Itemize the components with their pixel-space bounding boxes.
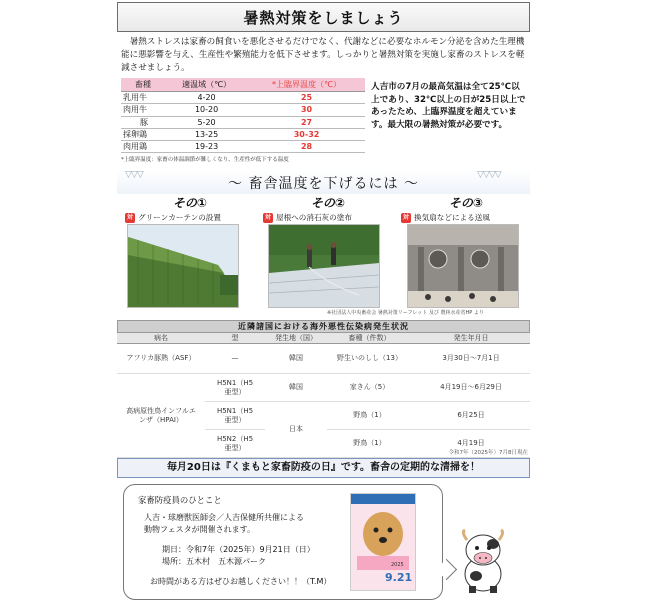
photo-credit: ※社団法人中央畜産会 暑熱対策リーフレット 及び 農林水産省HP より bbox=[327, 310, 484, 316]
header-range: 適温域（℃） bbox=[165, 78, 248, 92]
method-badge-icon: 対 bbox=[126, 213, 133, 221]
animal-cell: 乳用牛 bbox=[121, 92, 165, 104]
disease-table-header bbox=[117, 333, 530, 344]
table-row bbox=[121, 128, 365, 140]
page-title: 暑熱対策をしましょう bbox=[117, 2, 530, 32]
method-3 bbox=[401, 194, 531, 223]
table-row bbox=[117, 374, 530, 402]
disease-country: 韓国 bbox=[265, 374, 327, 402]
event-details bbox=[162, 544, 315, 568]
prevention-day-banner: 毎月20日は『くまもと家畜防疫の日』です。畜舎の定期的な清掃を！ bbox=[117, 458, 530, 478]
poster-date: 9.21 bbox=[385, 571, 413, 584]
disease-date: 4月19日～6月29日 bbox=[412, 374, 530, 402]
method-number: その③ bbox=[448, 196, 484, 210]
method-label: 屋根への消石灰の塗布 bbox=[276, 213, 352, 222]
disease-species: 家きん（5） bbox=[327, 374, 412, 402]
disease-title: 近隣諸国における海外悪性伝染病発生状況 bbox=[117, 320, 530, 333]
header-animal: 畜種 bbox=[121, 78, 165, 92]
disease-name: 高病原性鳥インフルエンザ（HPAI） bbox=[117, 374, 205, 458]
bubble-title: 家畜防疫員のひとこと bbox=[138, 495, 222, 505]
disease-type: H5N1（H5亜型） bbox=[205, 374, 265, 402]
header-species: 畜種（件数） bbox=[327, 333, 412, 344]
roof-lime-photo bbox=[268, 224, 380, 308]
disease-species: 野鳥（1） bbox=[327, 402, 412, 430]
bubble-closing: お時間がある方はぜひお越しください！！（T.M） bbox=[150, 577, 332, 586]
range-cell: 19-23 bbox=[165, 141, 248, 153]
header-type: 型 bbox=[205, 333, 265, 344]
table-row bbox=[121, 92, 365, 104]
limit-cell: 30-32 bbox=[248, 128, 365, 140]
animal-cell: 肉用鶏 bbox=[121, 141, 165, 153]
method-label-row bbox=[125, 212, 255, 223]
bubble-line: 人吉・球磨獣医師会／人吉保健所共催による bbox=[144, 513, 304, 522]
poster-year: 2025 bbox=[391, 562, 404, 568]
method-label: 換気扇などによる送風 bbox=[414, 213, 490, 222]
table-row bbox=[117, 344, 530, 374]
limit-cell: 30 bbox=[248, 104, 365, 116]
icicle-decoration-left: ▽▽▽ bbox=[125, 170, 143, 180]
method-1 bbox=[125, 194, 255, 223]
limit-cell: 28 bbox=[248, 141, 365, 153]
icicle-decoration-right: ▽▽▽▽ bbox=[477, 170, 501, 180]
temperature-note: *上臨界温度：家畜の体温調節が難しくなり、生産性が低下する温度 bbox=[121, 157, 289, 163]
limit-cell: 25 bbox=[248, 92, 365, 104]
range-cell: 4-20 bbox=[165, 92, 248, 104]
section-heading bbox=[117, 170, 530, 194]
limit-cell: 27 bbox=[248, 116, 365, 128]
newsletter-page bbox=[117, 2, 530, 600]
disease-species: 野鳥（1） bbox=[327, 430, 412, 458]
disease-date: 4月19日 bbox=[412, 430, 530, 458]
disease-country: 日本 bbox=[265, 402, 327, 458]
ventilation-fan-photo bbox=[407, 224, 519, 308]
animal-cell: 肉用牛 bbox=[121, 104, 165, 116]
bubble-body bbox=[144, 512, 304, 536]
disease-date: 3月30日～7月1日 bbox=[412, 344, 530, 374]
disease-type: H5N2（H5亜型） bbox=[205, 430, 265, 458]
intro-paragraph: 暑熱ストレスは家畜の飼食いを悪化させるだけでなく、代謝などに必要なホルモン分泌を含めた生理機能に悪影響を与え、生産性や繁殖能力を低下させます。しっかりと暑熱対策を実施し家畜のストレスを軽減させましょう。 bbox=[121, 37, 525, 73]
header-country: 発生地（国） bbox=[265, 333, 327, 344]
disease-name: アフリカ豚熱（ASF） bbox=[117, 344, 205, 374]
disease-table bbox=[117, 333, 530, 458]
event-place: 場所：五木村 五木源パーク bbox=[162, 557, 266, 566]
disease-date: 6月25日 bbox=[412, 402, 530, 430]
temperature-table-header bbox=[121, 78, 365, 92]
event-date: 期日：令和7年（2025年）9月21日（日） bbox=[162, 545, 315, 554]
table-row bbox=[121, 116, 365, 128]
method-label-row bbox=[263, 212, 393, 223]
range-cell: 5-20 bbox=[165, 116, 248, 128]
table-row bbox=[121, 141, 365, 153]
cow-mascot-icon bbox=[453, 526, 513, 594]
bubble-line: 動物フェスタが開催されます。 bbox=[144, 525, 255, 534]
header-date: 発生年月日 bbox=[412, 333, 530, 344]
header-disease: 病名 bbox=[117, 333, 205, 344]
method-label: グリーンカーテンの設置 bbox=[138, 213, 221, 222]
method-number: その② bbox=[310, 196, 346, 210]
section-title: ～ 畜舎温度を下げるには ～ bbox=[228, 176, 419, 192]
hitoyoshi-temperature-text: 人吉市の7月の最高気温は全て25℃以上であり、32℃以上の日が25日以上であったため、上臨界温度を超えています。最大限の暑熱対策が必要です。 bbox=[371, 82, 526, 130]
method-label-row bbox=[401, 212, 531, 223]
animal-cell: 採卵鶏 bbox=[121, 128, 165, 140]
range-cell: 13-25 bbox=[165, 128, 248, 140]
animal-cell: 豚 bbox=[121, 116, 165, 128]
method-number: その① bbox=[172, 196, 208, 210]
disease-section bbox=[117, 320, 530, 458]
disease-country: 韓国 bbox=[265, 344, 327, 374]
header-limit: *上臨界温度（℃） bbox=[248, 78, 365, 92]
table-row bbox=[121, 104, 365, 116]
range-cell: 10-20 bbox=[165, 104, 248, 116]
green-curtain-photo bbox=[127, 224, 239, 308]
method-badge-icon: 対 bbox=[402, 213, 409, 221]
temperature-table bbox=[121, 78, 365, 153]
method-badge-icon: 対 bbox=[264, 213, 271, 221]
festa-poster-image bbox=[350, 493, 416, 591]
disease-type: H5N1（H5亜型） bbox=[205, 402, 265, 430]
speech-bubble bbox=[123, 484, 443, 600]
disease-type: — bbox=[205, 344, 265, 374]
method-2 bbox=[263, 194, 393, 223]
as-of-date: 令和7年（2025年）7月8日現在 bbox=[448, 450, 528, 456]
disease-species: 野生いのしし（13） bbox=[327, 344, 412, 374]
